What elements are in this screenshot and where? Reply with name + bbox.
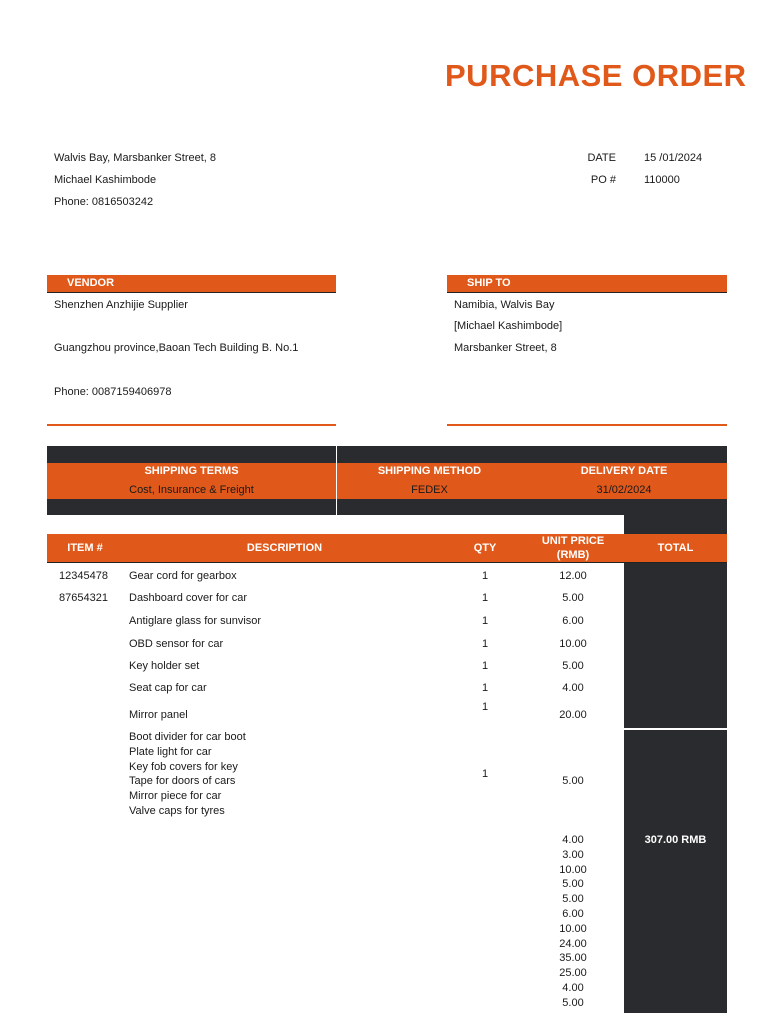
header-total: TOTAL — [657, 542, 694, 554]
row-description: Dashboard cover for car — [129, 592, 247, 604]
extra-price: 10.00 — [559, 922, 587, 935]
extra-price: 5.00 — [562, 878, 584, 891]
group-price: 5.00 — [562, 775, 584, 787]
row-description: Antiglare glass for sunvisor — [129, 615, 262, 627]
row-qty: 1 — [481, 615, 489, 627]
total-column — [624, 515, 727, 1013]
row-qty: 1 — [481, 570, 489, 582]
header-description: DESCRIPTION — [246, 542, 323, 554]
grouped-descriptions — [129, 730, 246, 819]
document-title: PURCHASE ORDER — [445, 58, 747, 93]
extra-price: 5.00 — [562, 893, 584, 906]
shipping-method-label: SHIPPING METHOD — [377, 465, 482, 477]
shipto-heading: SHIP TO — [467, 277, 511, 289]
group-description: Boot divider for car boot — [129, 731, 246, 743]
vendor-heading-bar — [47, 275, 336, 293]
delivery-date-label: DELIVERY DATE — [580, 465, 668, 477]
row-price: 12.00 — [559, 570, 587, 582]
row-price: 4.00 — [562, 682, 584, 694]
row-price: 20.00 — [559, 709, 587, 721]
row-qty: 1 — [481, 701, 489, 713]
extra-price: 3.00 — [562, 848, 584, 861]
row-price: 10.00 — [559, 638, 587, 650]
shipping-bottom-bar — [47, 499, 727, 515]
row-qty: 1 — [481, 592, 489, 604]
row-price: 5.00 — [562, 660, 584, 672]
row-qty: 1 — [481, 660, 489, 672]
total-value: 307.00 RMB — [644, 834, 707, 846]
delivery-date-value: 31/02/2024 — [596, 484, 652, 496]
group-qty: 1 — [481, 768, 489, 780]
po-label: PO # — [590, 174, 616, 186]
extra-price: 4.00 — [562, 981, 584, 994]
sender-name: Michael Kashimbode — [54, 174, 157, 186]
extra-price: 6.00 — [562, 907, 584, 920]
header-unit-price: UNIT PRICE — [541, 535, 605, 547]
sender-phone: Phone: 0816503242 — [54, 196, 154, 208]
row-description: Gear cord for gearbox — [129, 570, 237, 582]
shipto-line2: [Michael Kashimbode] — [454, 320, 563, 332]
extra-price: 5.00 — [562, 996, 584, 1009]
row-price: 6.00 — [562, 615, 584, 627]
row-qty: 1 — [481, 638, 489, 650]
group-description: Mirror piece for car — [129, 790, 222, 803]
group-description: Tape for doors of cars — [129, 775, 236, 788]
row-description: Mirror panel — [129, 709, 188, 721]
shipto-heading-bar — [447, 275, 727, 293]
row-description: OBD sensor for car — [129, 638, 224, 650]
po-value: 110000 — [644, 174, 680, 186]
extra-price: 10.00 — [559, 863, 587, 876]
row-description: Key holder set — [129, 660, 200, 672]
shipping-top-bar — [47, 446, 727, 463]
extra-price: 25.00 — [559, 967, 587, 980]
shipping-terms-value: Cost, Insurance & Freight — [129, 484, 254, 496]
header-unit-price-unit: (RMB) — [556, 549, 590, 561]
group-description: Plate light for car — [129, 745, 212, 758]
header-item: ITEM # — [67, 542, 103, 554]
group-description: Key fob covers for key — [129, 760, 238, 773]
group-description: Valve caps for tyres — [129, 804, 225, 817]
vendor-heading: VENDOR — [67, 277, 115, 289]
extra-price: 24.00 — [559, 937, 587, 950]
extra-price-list — [533, 833, 613, 1011]
shipto-line3: Marsbanker Street, 8 — [454, 342, 557, 354]
row-price: 5.00 — [562, 592, 584, 604]
vendor-name: Shenzhen Anzhijie Supplier — [54, 299, 188, 311]
vendor-phone: Phone: 0087159406978 — [54, 386, 172, 398]
shipto-divider — [447, 424, 727, 426]
total-column-gap — [624, 728, 727, 730]
sender-address: Walvis Bay, Marsbanker Street, 8 — [54, 152, 216, 164]
shipping-terms-label: SHIPPING TERMS — [144, 465, 239, 477]
row-item-number: 87654321 — [59, 592, 108, 604]
row-qty: 1 — [481, 682, 489, 694]
shipping-method-value: FEDEX — [411, 484, 448, 496]
date-value: 15 /01/2024 — [644, 152, 703, 164]
extra-price: 35.00 — [559, 952, 587, 965]
vendor-divider — [47, 424, 336, 426]
extra-price: 4.00 — [562, 834, 584, 846]
shipto-line1: Namibia, Walvis Bay — [454, 299, 555, 311]
row-description: Seat cap for car — [129, 682, 207, 694]
date-label: DATE — [587, 152, 616, 164]
header-qty: QTY — [473, 542, 497, 554]
row-item-number: 12345478 — [59, 570, 108, 582]
shipping-separator — [336, 446, 337, 515]
vendor-address: Guangzhou province,Baoan Tech Building B. No.1 — [54, 342, 299, 354]
